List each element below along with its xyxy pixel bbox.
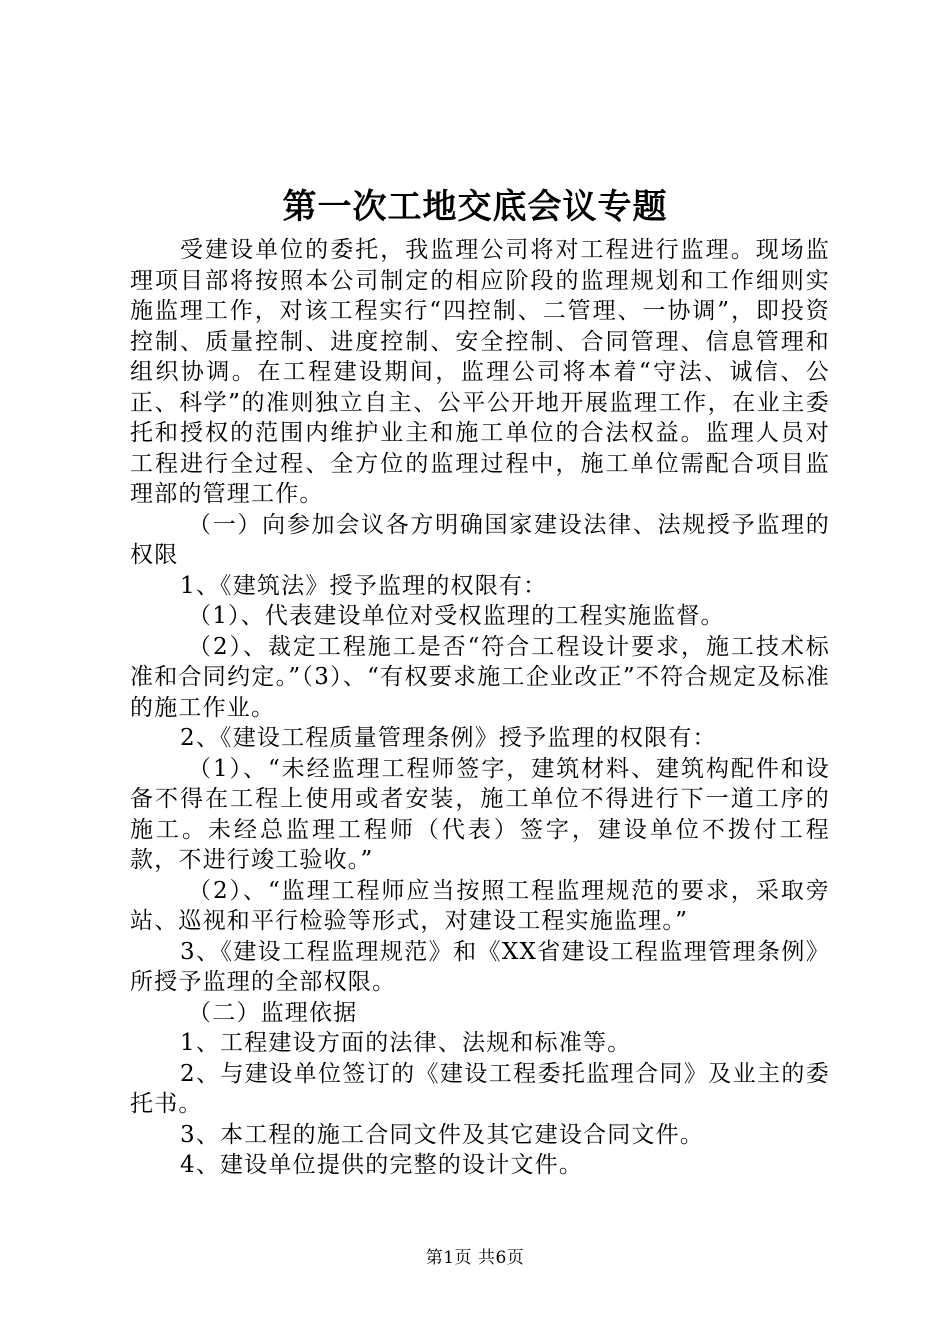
- section-heading-1: （一）向参加会议各方明确国家建设法律、法规授予监理的权限: [130, 511, 830, 568]
- list-item: （1）、“未经监理工程师签字，建筑材料、建筑构配件和设备不得在工程上使用或者安装，施工单位不得进行下一道工序的施工。未经总监理工程师（代表）签字，建设单位不拨付工程款，不进行竣工验收。”: [130, 755, 830, 873]
- list-item: 4、建设单位提供的完整的设计文件。: [180, 1152, 584, 1178]
- list-item: 3、本工程的施工合同文件及其它建设合同文件。: [180, 1121, 705, 1148]
- section-heading-2: （二）监理依据: [188, 999, 358, 1026]
- list-item: 2、《建设工程质量管理条例》授予监理的权限有：: [180, 725, 717, 751]
- list-item: 1、《建筑法》授予监理的权限有：: [180, 572, 548, 599]
- page-footer: 第1页 共6页: [425, 1248, 525, 1268]
- list-item: （2）、裁定工程施工是否“符合工程设计要求，施工技术标准和合同约定。”（3）、“有权要求施工企业改正”不符合规定及标准的施工作业。: [130, 633, 830, 721]
- list-item: （2）、“监理工程师应当按照工程监理规范的要求，采取旁站、巡视和平行检验等形式，对建设工程实施监理。”: [130, 877, 830, 934]
- list-item: 3、《建设工程监理规范》和《XX省建设工程监理管理条例》所授予监理的全部权限。: [130, 938, 830, 995]
- paragraph-intro: 受建设单位的委托，我监理公司将对工程进行监理。现场监理项目部将按照本公司制定的相应阶段的监理规划和工作细则实施监理工作，对该工程实行“四控制、二管理、一协调”，即投资控制、质量控制、进度控制、安全控制、合同管理、信息管理和组织协调。在工程建设期间，监理公司将本着“守法、诚信、公正、科学”的准则独立自主、公平公开地开展监理工作，在业主委托和授权的范围内维护业主和施工单位的合法权益。监理人员对工程进行全过程、全方位的监理过程中，施工单位需配合项目监理部的管理工作。: [130, 237, 830, 507]
- page-title: 第一次工地交底会议专题: [282, 187, 668, 227]
- list-item: 1、工程建设方面的法律、法规和标准等。: [180, 1030, 632, 1056]
- list-item: 2、与建设单位签订的《建设工程委托监理合同》及业主的委托书。: [130, 1060, 830, 1117]
- document-body: [130, 235, 830, 1181]
- list-item: （1）、代表建设单位对受权监理的工程实施监督。: [188, 603, 725, 629]
